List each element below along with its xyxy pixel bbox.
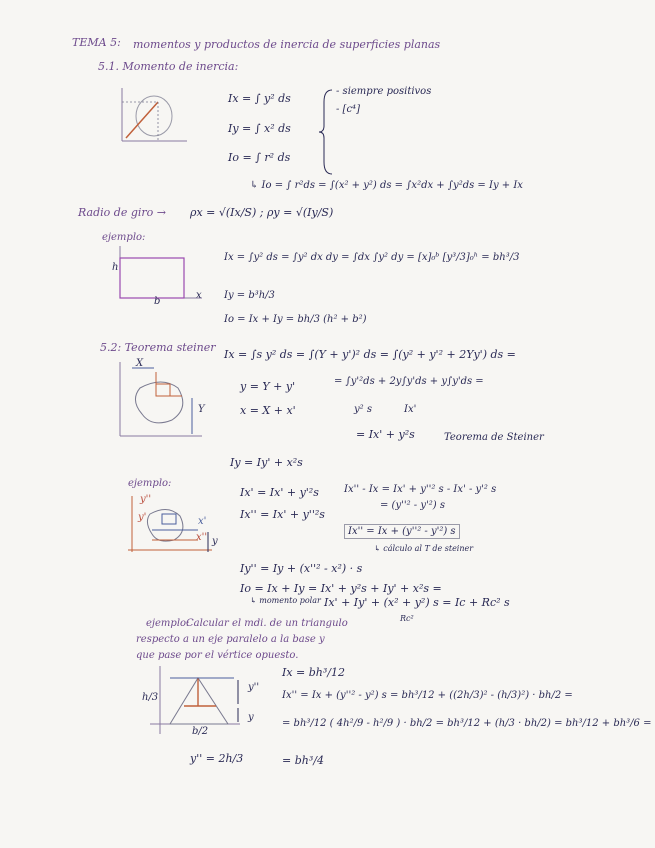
example-2-io-note: ↳ momento polar <box>250 596 321 605</box>
example-2-boxed-note: ↳ cálculo al T de steiner <box>374 544 474 553</box>
example-2-xd-label: x' <box>198 516 207 527</box>
example-2-yd-label: y' <box>138 512 147 523</box>
io-definition: Io = ∫ r² ds <box>228 151 291 164</box>
example-1-label: ejemplo: <box>102 232 146 243</box>
iy-definition: Iy = ∫ x² ds <box>228 122 291 135</box>
area-diagram-1 <box>112 86 192 154</box>
steiner-expansion: = ∫y'²ds + 2y∫y'ds + y∫y'ds = <box>334 376 484 387</box>
steiner-y-relation: y = Y + y' <box>240 380 296 393</box>
example-2-side-1: Ix'' - Ix = Ix' + y''² s - Ix' - y'² s <box>344 484 497 495</box>
steiner-diagram <box>112 358 208 444</box>
example-3-y-label: y <box>248 712 254 723</box>
example-2-xdd-label: x'' <box>196 532 208 543</box>
steiner-line-1: Ix = ∫s y² ds = ∫(Y + y')² ds = ∫(y² + y'² + 2Yy') ds = <box>224 348 516 361</box>
note-positive: - siempre positivos <box>336 86 432 97</box>
example-3-text-2: respecto a un eje paralelo a la base y <box>136 634 325 645</box>
steiner-sub-term-2: Ix' <box>404 404 417 415</box>
example-3-ix3: = bh³/12 ( 4h²/9 - h²/9 ) · bh/2 = bh³/12 + (h/3 · bh/2) = bh³/12 + bh³/6 = <box>282 718 652 729</box>
brace-icon <box>318 88 334 176</box>
steiner-sub-term-1: y² s <box>354 404 372 415</box>
polar-moment-derivation: ↳ Io = ∫ r²ds = ∫(x² + y²) ds = ∫x²dx + ∫y²ds = Iy + Ix <box>250 180 523 191</box>
x-axis-label: x <box>196 290 202 301</box>
steiner-iy: Iy = Iy' + x²s <box>230 456 303 469</box>
example-2-side-2: = (y''² - y'²) s <box>380 500 445 511</box>
page-title: momentos y productos de inercia de superficies planas <box>133 38 441 51</box>
steiner-result: = Ix' + y²s <box>356 428 415 441</box>
radius-formula: ρx = √(Ix/S) ; ρy = √(Iy/S) <box>190 206 334 219</box>
example-3-ix: Ix = bh³/12 <box>282 666 345 679</box>
example-3-text-1: Calcular el mdi. de un triangulo <box>186 618 348 629</box>
section-title-1: 5.1. Momento de inercia: <box>98 60 239 73</box>
example-2-io2: Ix' + Iy' + (x² + y²) s = Ic + Rc² s <box>324 596 510 609</box>
example-2-iy: Iy'' = Iy + (x''² - x²) · s <box>240 562 363 575</box>
radius-label: Radio de giro → <box>78 206 166 219</box>
example-3-ix2: Ix'' = Ix + (y''² - y²) s = bh³/12 + ((2h/3)² - (h/3)²) · bh/2 = <box>282 690 573 701</box>
example-2-io: Io = Ix + Iy = Ix' + y²s + Iy' + x²s = <box>240 582 442 595</box>
example-2-ix1: Ix' = Ix' + y'²s <box>240 486 319 499</box>
example-3-b2-label: b/2 <box>192 726 209 737</box>
example-3-text-3: que pase por el vértice opuesto. <box>136 650 299 661</box>
steiner-X-label: X <box>136 358 144 369</box>
example-1-io: Io = Ix + Iy = bh/3 (h² + b²) <box>224 314 367 325</box>
example-3-ydd-label: y'' <box>248 682 260 693</box>
note-units: - [c⁴] <box>336 104 360 115</box>
section-title-2: 5.2: Teorema steiner <box>100 341 216 354</box>
example-3-label: ejemplo: <box>146 618 190 629</box>
tema-label: TEMA 5: <box>72 36 121 49</box>
example-2-boxed-result: Ix'' = Ix + (y''² - y'²) s <box>344 524 460 539</box>
example-2-ydd-label: y'' <box>140 494 152 505</box>
steiner-x-relation: x = X + x' <box>240 404 296 417</box>
example-2-y-label: y <box>212 536 218 547</box>
base-label: b <box>154 296 161 307</box>
example-2-label: ejemplo: <box>128 478 172 489</box>
height-label: h <box>112 262 119 273</box>
example-2-rc-label: Rc² <box>400 614 414 623</box>
example-2-ix2: Ix'' = Ix' + y''²s <box>240 508 325 521</box>
steiner-Y-label: Y <box>198 404 205 415</box>
example-1-ix: Ix = ∫y² ds = ∫y² dx dy = ∫dx ∫y² dy = [x]₀ᵇ [y³/3]₀ʰ = bh³/3 <box>224 252 520 263</box>
ix-definition: Ix = ∫ y² ds <box>228 92 291 105</box>
example-3-ix4: = bh³/4 <box>282 754 324 767</box>
example-3-y-double-prime: y'' = 2h/3 <box>190 752 244 765</box>
example-3-h3-label: h/3 <box>142 692 159 703</box>
example-1-iy: Iy = b³h/3 <box>224 290 275 301</box>
steiner-theorem-note: Teorema de Steiner <box>444 432 544 443</box>
